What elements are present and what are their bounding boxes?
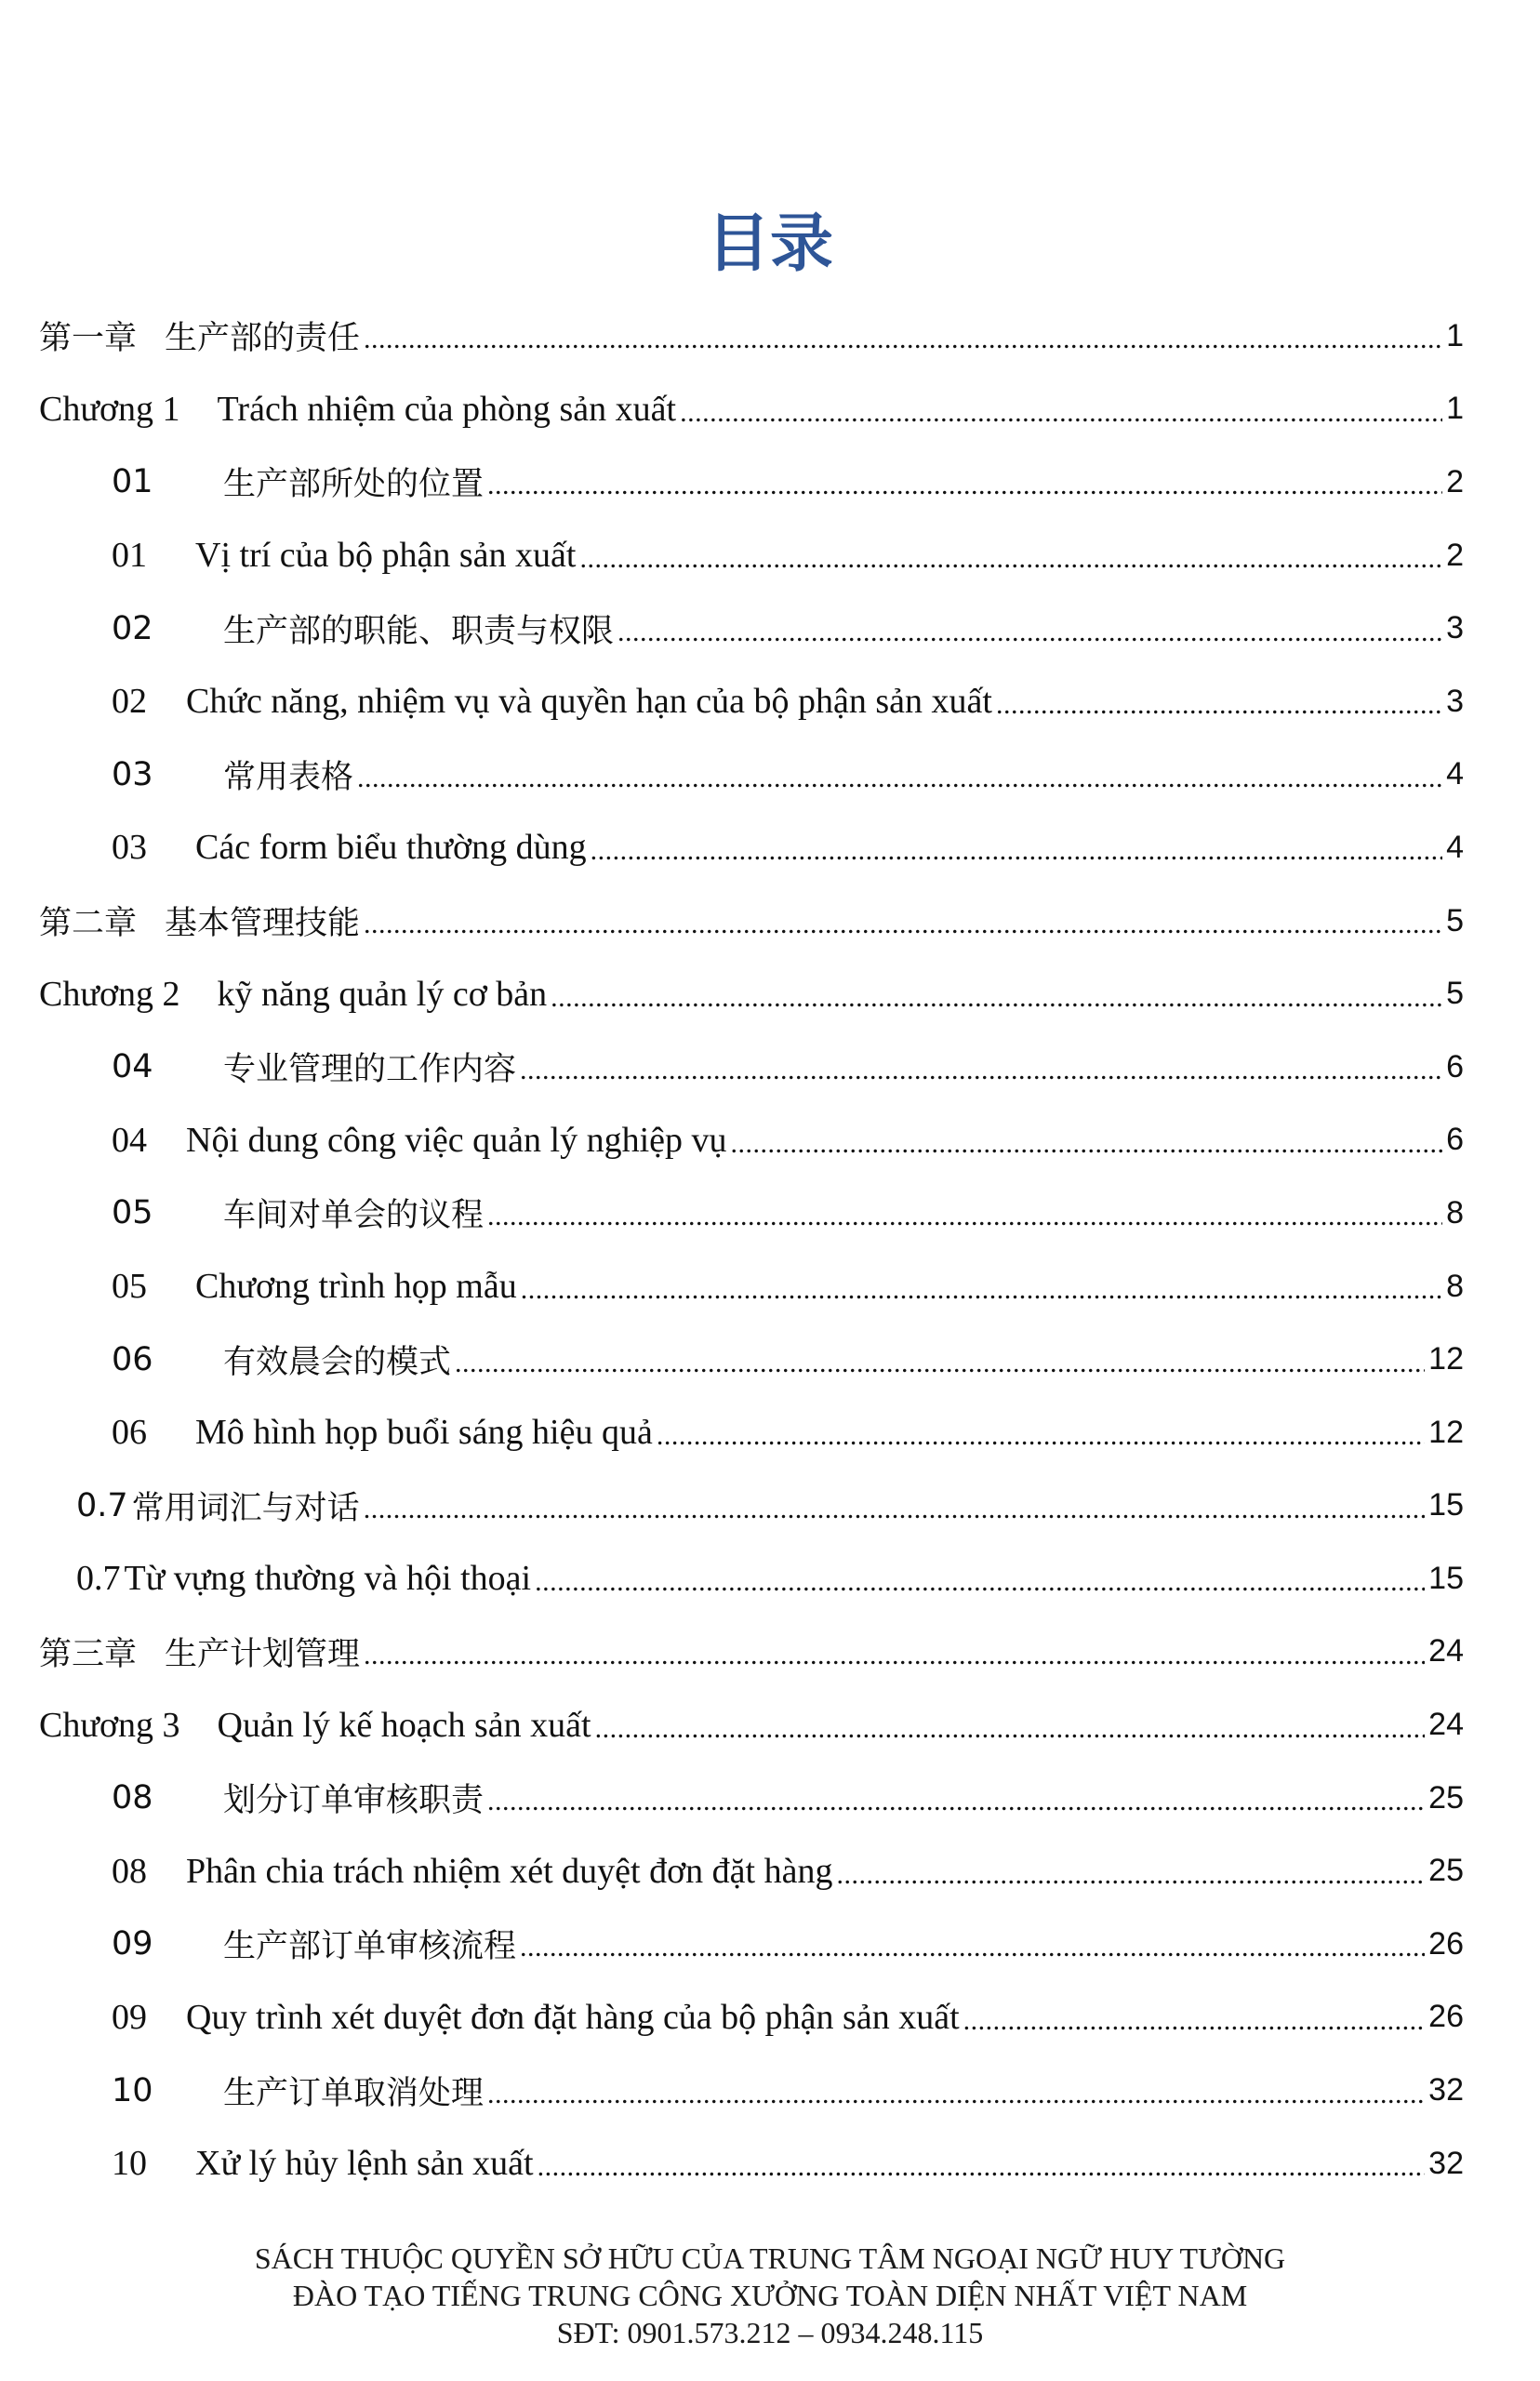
toc-dot-leader <box>657 1420 1425 1452</box>
toc-entry[interactable] <box>0 957 1540 1031</box>
toc-entry-number: Chương 3 <box>39 1705 180 1745</box>
toc-entry-number: 04 <box>112 1120 147 1160</box>
toc-entry-page-number: 24 <box>1428 1633 1464 1669</box>
toc-entry-title: kỹ năng quản lý cơ bản <box>217 974 548 1014</box>
toc-entry-title: 专业管理的工作内容 <box>223 1051 517 1089</box>
toc-entry-number: 06 <box>112 1413 147 1453</box>
toc-entry-title: 划分订单审核职责 <box>223 1782 485 1820</box>
toc-entry[interactable] <box>0 738 1540 812</box>
toc-entry-title: 生产订单取消处理 <box>223 2074 485 2112</box>
toc-entry-number: 05 <box>112 1194 153 1232</box>
toc-entry-page-number: 15 <box>1428 1487 1464 1523</box>
toc-entry-number: 08 <box>112 1779 153 1817</box>
toc-entry-title: Quy trình xét duyệt đơn đặt hàng của bộ phận sản xuất <box>186 1997 960 2037</box>
toc-entry-number: Chương 2 <box>39 974 180 1014</box>
toc-entry-title: 生产计划管理 <box>165 1635 361 1673</box>
toc-entry-page-number: 2 <box>1446 463 1464 499</box>
toc-entry[interactable] <box>0 519 1540 592</box>
toc-entry-title: Quản lý kế hoạch sản xuất <box>217 1705 591 1745</box>
toc-entry-number: 第三章 <box>39 1635 138 1673</box>
toc-dot-leader <box>996 689 1442 721</box>
toc-entry-number: 01 <box>112 463 153 501</box>
toc-entry-title: Vị trí của bộ phận sản xuất <box>195 536 577 576</box>
toc-dot-leader <box>731 1128 1443 1160</box>
toc-entry-title: Chức năng, nhiệm vụ và quyền hạn của bộ phận sản xuất <box>186 682 992 722</box>
toc-dot-leader <box>487 1786 1425 1817</box>
toc-entry-page-number: 15 <box>1428 1560 1464 1596</box>
toc-list <box>0 299 1540 2200</box>
toc-entry[interactable] <box>0 2054 1540 2127</box>
toc-entry-title: 常用表格 <box>223 758 354 796</box>
toc-entry-number: 0.7 <box>76 1486 128 1524</box>
toc-entry-page-number: 2 <box>1446 537 1464 573</box>
toc-entry[interactable] <box>0 885 1540 958</box>
toc-dot-leader <box>520 1932 1425 1963</box>
toc-entry[interactable] <box>0 1762 1540 1835</box>
toc-entry-page-number: 32 <box>1428 2145 1464 2181</box>
toc-entry[interactable] <box>0 1688 1540 1762</box>
toc-entry-page-number: 12 <box>1428 1414 1464 1450</box>
toc-entry-page-number: 4 <box>1446 756 1464 792</box>
toc-entry-page-number: 6 <box>1446 1048 1464 1084</box>
toc-entry[interactable] <box>0 373 1540 446</box>
footer-line-training: ĐÀO TẠO TIẾNG TRUNG CÔNG XƯỞNG TOÀN DIỆN NHẤT VIỆT NAM <box>292 2279 1248 2312</box>
toc-entry-title: Các form biểu thường dùng <box>195 828 587 868</box>
toc-entry-page-number: 24 <box>1428 1707 1464 1743</box>
toc-dot-leader <box>551 982 1442 1014</box>
toc-entry-page-number: 3 <box>1446 610 1464 646</box>
toc-entry-title: Xử lý hủy lệnh sản xuất <box>195 2144 534 2184</box>
toc-entry-number: 02 <box>112 682 147 722</box>
toc-entry-title: Từ vựng thường và hội thoại <box>124 1559 532 1599</box>
toc-dot-leader <box>595 1713 1426 1745</box>
toc-entry-title: Nội dung công việc quản lý nghiệp vụ <box>186 1120 727 1160</box>
toc-entry-title: Phân chia trách nhiệm xét duyệt đơn đặt hàng <box>186 1851 833 1891</box>
toc-entry-page-number: 6 <box>1446 1122 1464 1158</box>
toc-dot-leader <box>357 763 1442 794</box>
toc-entry-title: 常用词汇与对话 <box>131 1489 360 1527</box>
toc-entry[interactable] <box>0 1470 1540 1543</box>
footer-line-ownership: SÁCH THUỘC QUYỀN SỞ HỮU CỦA TRUNG TÂM NGOẠI NGỮ HUY TƯỜNG <box>254 2241 1286 2275</box>
toc-entry-page-number: 4 <box>1446 829 1464 865</box>
page-footer <box>0 2240 1540 2351</box>
toc-dot-leader <box>487 470 1442 501</box>
toc-entry-number: 08 <box>112 1851 147 1891</box>
toc-entry-title: 生产部的责任 <box>165 320 361 358</box>
toc-dot-leader <box>364 324 1442 355</box>
toc-entry[interactable] <box>0 1031 1540 1104</box>
toc-entry[interactable] <box>0 1908 1540 1981</box>
toc-entry-number: 06 <box>112 1340 153 1378</box>
toc-dot-leader <box>487 1201 1442 1232</box>
toc-entry-page-number: 8 <box>1446 1194 1464 1230</box>
toc-entry[interactable] <box>0 811 1540 885</box>
toc-entry-page-number: 5 <box>1446 902 1464 938</box>
toc-dot-leader <box>521 1274 1442 1306</box>
page-title: 目录 <box>706 206 833 281</box>
toc-entry-page-number: 8 <box>1446 1268 1464 1304</box>
toc-entry-page-number: 5 <box>1446 976 1464 1012</box>
toc-dot-leader <box>364 909 1442 940</box>
toc-entry-page-number: 12 <box>1428 1341 1464 1377</box>
toc-entry-title: 生产部订单审核流程 <box>223 1928 517 1966</box>
toc-dot-leader <box>591 835 1442 867</box>
toc-entry-page-number: 26 <box>1428 1999 1464 2035</box>
toc-entry-number: 04 <box>112 1048 153 1086</box>
toc-dot-leader <box>364 1640 1425 1671</box>
toc-entry[interactable] <box>0 2127 1540 2201</box>
toc-entry-number: 第一章 <box>39 320 138 358</box>
toc-entry[interactable] <box>0 1981 1540 2055</box>
toc-dot-leader <box>579 543 1442 575</box>
toc-entry-title: 基本管理技能 <box>165 905 361 943</box>
toc-entry-number: 09 <box>112 1925 153 1963</box>
toc-entry[interactable] <box>0 1177 1540 1250</box>
toc-entry-title: 车间对单会的议程 <box>223 1197 485 1235</box>
toc-entry[interactable] <box>0 299 1540 373</box>
toc-entry-number: 10 <box>112 2071 153 2109</box>
toc-entry[interactable] <box>0 1834 1540 1908</box>
toc-entry-number: Chương 1 <box>39 389 180 429</box>
toc-entry-number: 03 <box>112 828 147 868</box>
toc-entry-page-number: 25 <box>1428 1853 1464 1889</box>
toc-dot-leader <box>680 397 1442 429</box>
toc-entry[interactable] <box>0 446 1540 519</box>
toc-entry-number: 03 <box>112 755 153 793</box>
toc-entry[interactable] <box>0 1104 1540 1177</box>
toc-entry-page-number: 1 <box>1446 317 1464 353</box>
toc-entry[interactable] <box>0 665 1540 738</box>
toc-dot-leader <box>455 1348 1425 1379</box>
toc-entry-page-number: 25 <box>1428 1779 1464 1816</box>
toc-entry-title: 生产部所处的位置 <box>223 466 485 504</box>
toc-entry[interactable] <box>0 1542 1540 1616</box>
toc-dot-leader <box>538 2151 1426 2183</box>
toc-entry-title: 生产部的职能、职责与权限 <box>223 612 615 650</box>
toc-entry-page-number: 26 <box>1428 1925 1464 1962</box>
toc-dot-leader <box>617 617 1442 648</box>
toc-entry-title: Trách nhiệm của phòng sản xuất <box>217 389 677 429</box>
toc-entry[interactable] <box>0 592 1540 665</box>
toc-entry-number: 05 <box>112 1267 147 1307</box>
toc-dot-leader <box>487 2079 1425 2110</box>
toc-entry-number: 01 <box>112 536 147 576</box>
toc-entry[interactable] <box>0 1323 1540 1396</box>
toc-entry[interactable] <box>0 1396 1540 1470</box>
toc-dot-leader <box>520 1055 1442 1086</box>
toc-entry-number: 第二章 <box>39 905 138 943</box>
toc-entry-page-number: 3 <box>1446 683 1464 719</box>
toc-entry-number: 10 <box>112 2144 147 2184</box>
footer-line-phone: SĐT: 0901.573.212 – 0934.248.115 <box>556 2316 984 2349</box>
toc-entry-page-number: 1 <box>1446 391 1464 427</box>
toc-dot-leader <box>963 2005 1426 2037</box>
toc-entry-title: 有效晨会的模式 <box>223 1343 452 1381</box>
toc-dot-leader <box>364 1494 1425 1525</box>
toc-entry[interactable] <box>0 1250 1540 1324</box>
toc-entry-title: Chương trình họp mẫu <box>195 1267 517 1307</box>
toc-dot-leader <box>836 1859 1425 1891</box>
toc-entry[interactable] <box>0 1616 1540 1689</box>
toc-entry-number: 09 <box>112 1997 147 2037</box>
toc-entry-page-number: 32 <box>1428 2072 1464 2108</box>
toc-dot-leader <box>535 1566 1425 1598</box>
toc-entry-number: 0.7 <box>76 1559 121 1599</box>
toc-entry-title: Mô hình họp buổi sáng hiệu quả <box>195 1413 653 1453</box>
toc-entry-number: 02 <box>112 609 153 647</box>
